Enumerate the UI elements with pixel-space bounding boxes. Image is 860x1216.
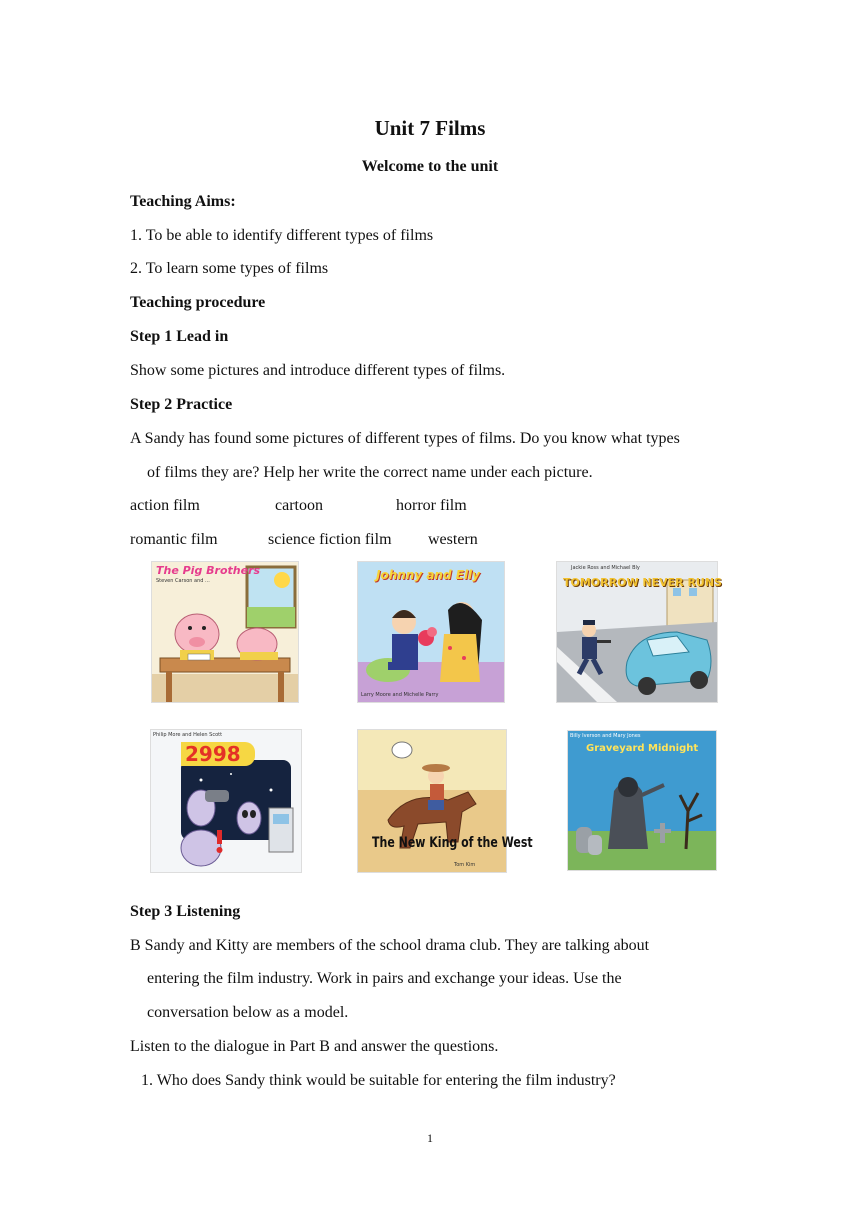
option-science-fiction-film: science fiction film <box>268 531 392 548</box>
2998-credit: Philip More and Helen Scott <box>153 732 223 738</box>
step3-question-1: 1. Who does Sandy think would be suitable for entering the film industry? <box>141 1072 616 1089</box>
step2-heading: Step 2 Practice <box>130 396 233 413</box>
step2-text-line2: of films they are? Help her write the correct name under each picture. <box>147 464 593 481</box>
option-cartoon: cartoon <box>275 497 323 514</box>
picture-tomorrow-never-runs <box>556 561 722 703</box>
picture-graveyard-midnight <box>567 730 717 871</box>
option-western: western <box>428 531 478 548</box>
page-subtitle: Welcome to the unit <box>361 158 499 175</box>
option-horror-film: horror film <box>396 497 467 514</box>
new-king-of-the-west-title: The New King of the West <box>372 834 533 851</box>
aim-item-2: 2. To learn some types of films <box>130 260 329 277</box>
picture-pig-brothers <box>151 561 299 703</box>
step3-text-line1: B Sandy and Kitty are members of the school drama club. They are talking about <box>130 937 650 954</box>
johnny-and-elly-title: Johnny and Elly <box>376 568 480 582</box>
aims-heading: Teaching Aims: <box>130 193 236 210</box>
picture-johnny-and-elly <box>357 561 505 703</box>
new-king-of-the-west-credit: Tom Kim <box>454 862 476 868</box>
tomorrow-never-runs-credit: Jackie Ross and Michael Bly <box>571 565 640 571</box>
2998-title: 2998 <box>181 742 255 766</box>
johnny-and-elly-illustration <box>358 562 504 702</box>
option-action-film: action film <box>130 497 200 514</box>
tomorrow-never-runs-title: TOMORROW NEVER RUNS <box>563 576 722 589</box>
picture-2998 <box>150 729 302 873</box>
step3-heading: Step 3 Listening <box>130 903 241 920</box>
page-number: 1 <box>427 1131 433 1145</box>
page-title: Unit 7 Films <box>374 116 486 140</box>
graveyard-midnight-credit: Billy Iverson and Mary Jones <box>570 733 641 739</box>
procedure-heading: Teaching procedure <box>130 294 266 311</box>
step3-text-line3: conversation below as a model. <box>147 1004 349 1021</box>
aim-item-1: 1. To be able to identify different types of films <box>130 227 434 244</box>
picture-new-king-of-the-west <box>357 729 533 873</box>
pig-brothers-title: The Pig Brothers <box>156 564 261 577</box>
pig-brothers-credit: Steven Carson and ... <box>156 578 210 584</box>
johnny-and-elly-credit: Larry Moore and Michelle Parry <box>361 692 439 698</box>
step3-text-line4: Listen to the dialogue in Part B and answer the questions. <box>130 1038 499 1055</box>
step1-heading: Step 1 Lead in <box>130 328 229 345</box>
step3-text-line2: entering the film industry. Work in pairs and exchange your ideas. Use the <box>147 970 622 987</box>
step2-text-line1: A Sandy has found some pictures of different types of films. Do you know what types <box>130 430 680 447</box>
graveyard-midnight-title: Graveyard Midnight <box>586 743 699 754</box>
step1-text: Show some pictures and introduce different types of films. <box>130 362 506 379</box>
option-romantic-film: romantic film <box>130 531 218 548</box>
